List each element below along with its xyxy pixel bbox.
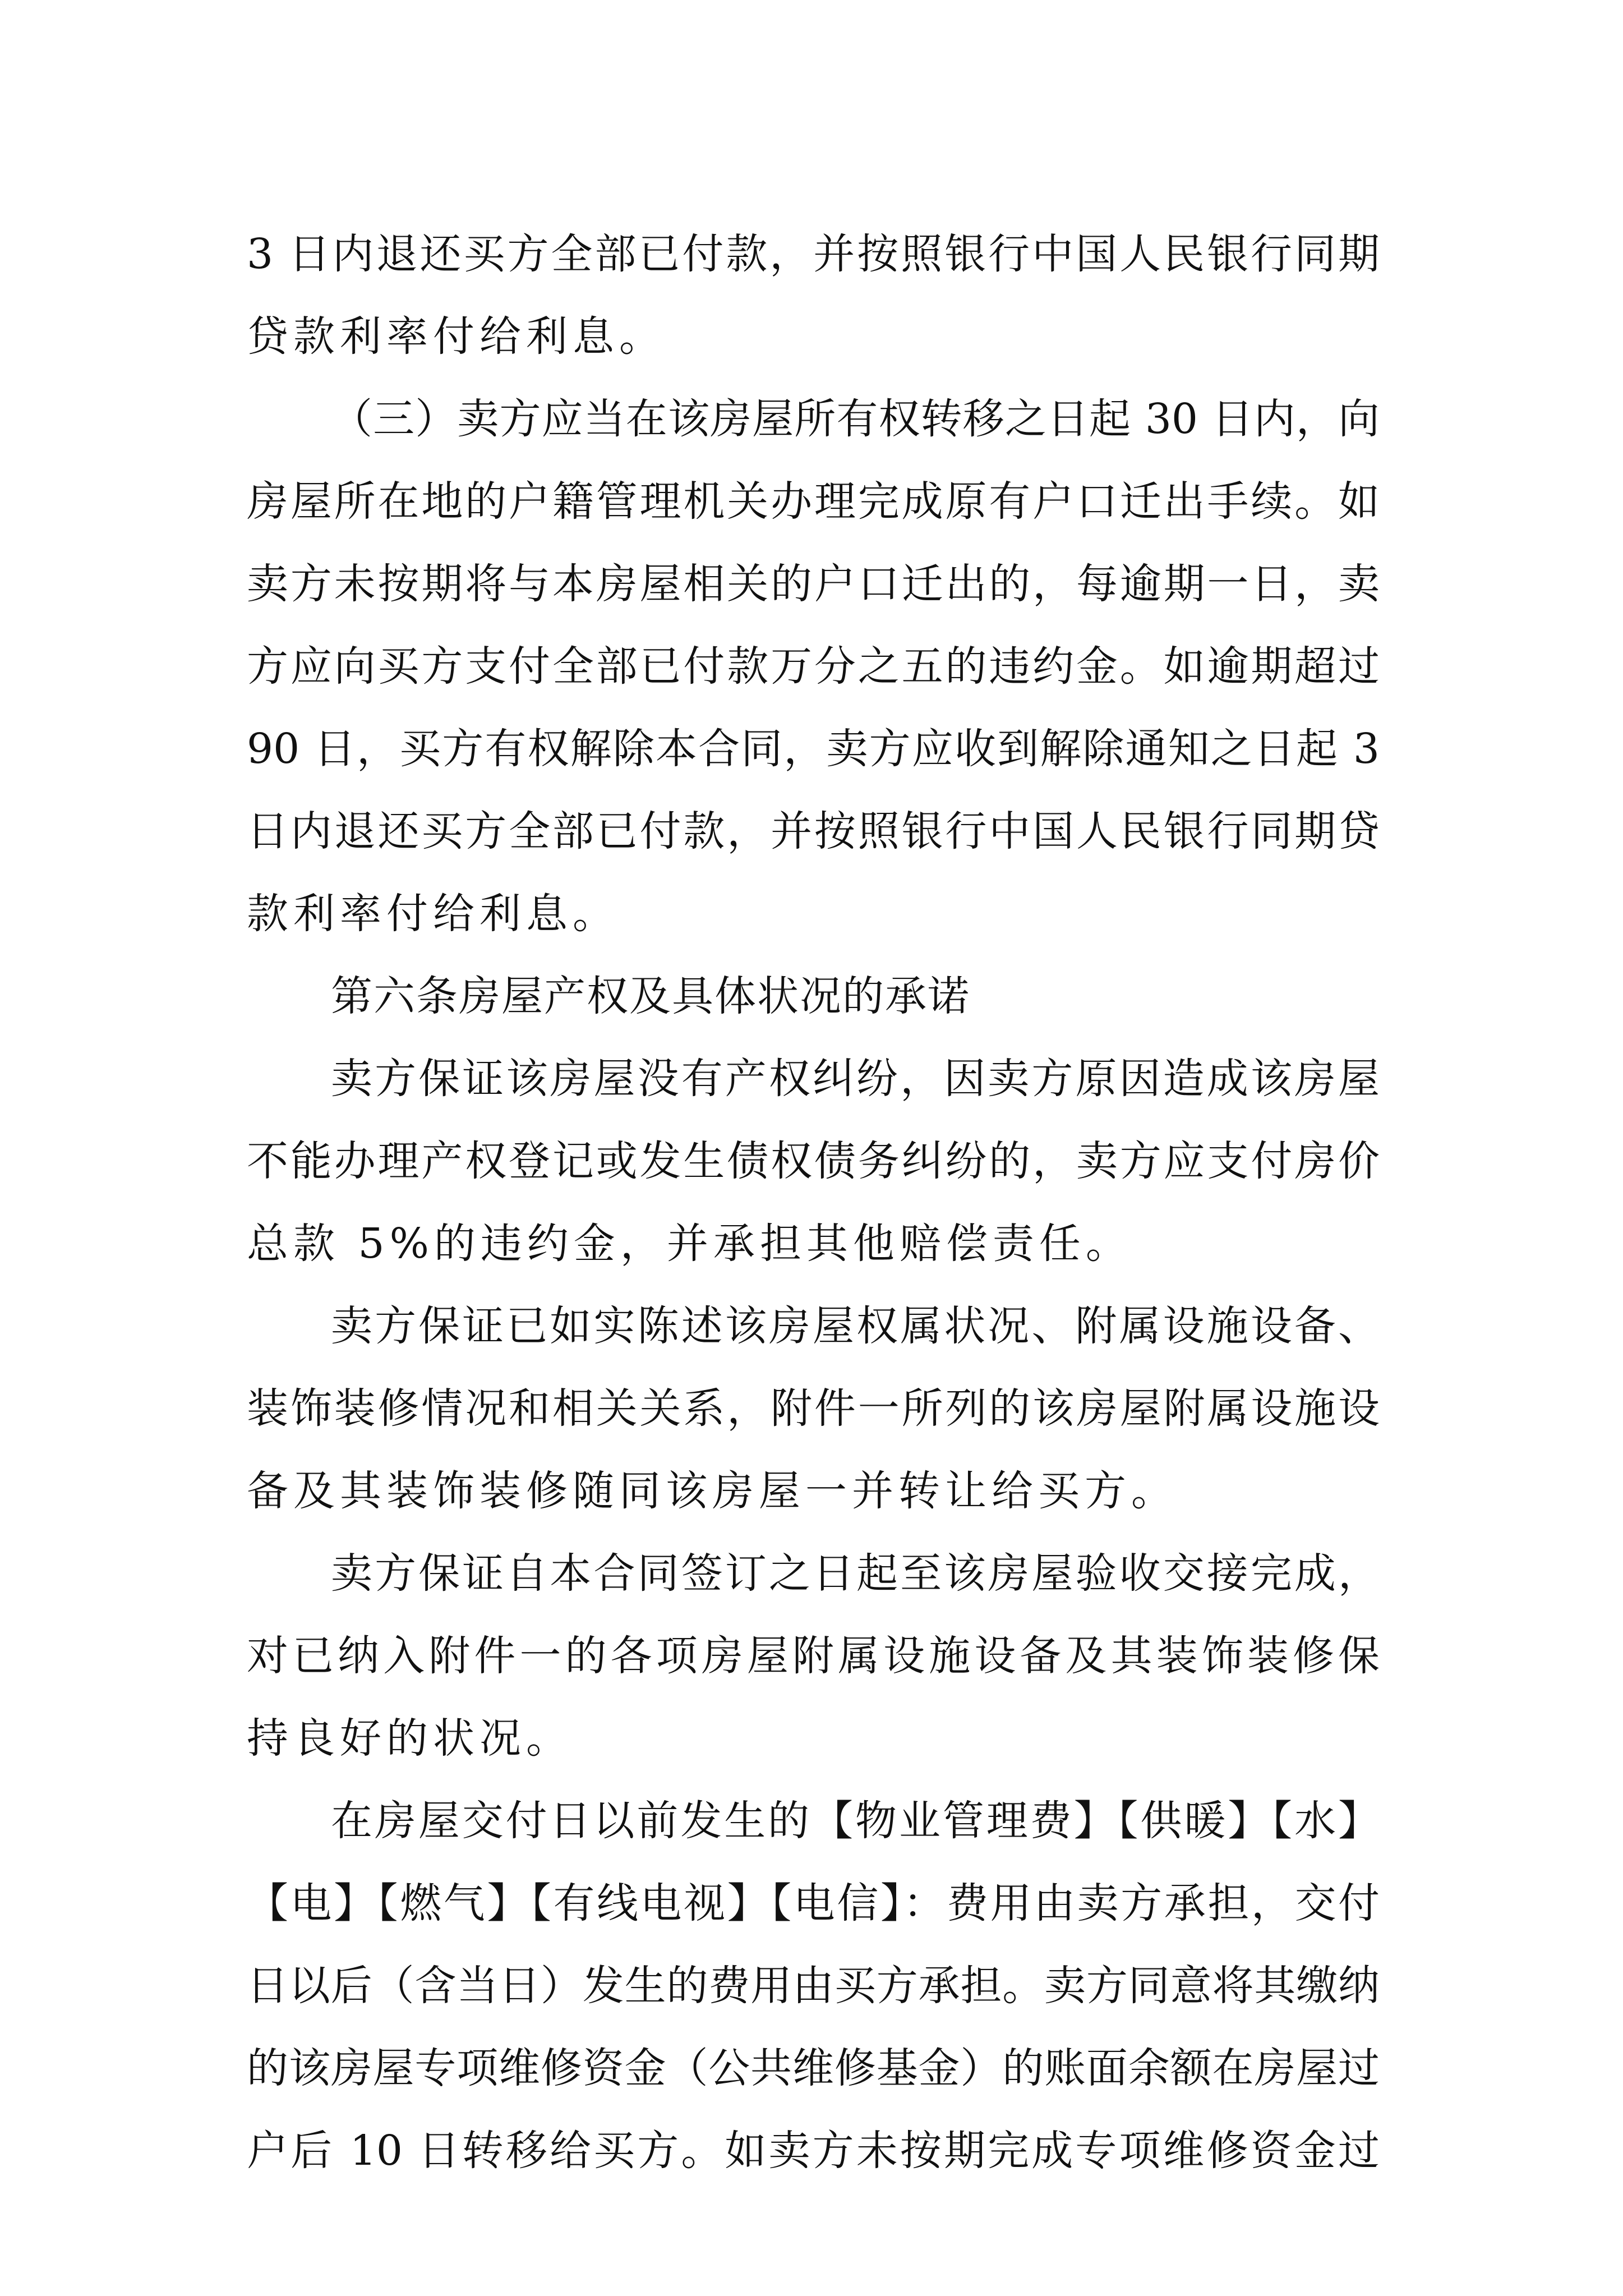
text-line: 90 日，买方有权解除本合同，卖方应收到解除通知之日起 3 xyxy=(247,725,1380,773)
text-line: 卖方保证该房屋没有产权纠纷，因卖方原因造成该房屋 xyxy=(331,1055,1380,1103)
text-line: 卖方未按期将与本房屋相关的户口迁出的，每逾期一日，卖 xyxy=(247,560,1380,608)
text-line: 方应向买方支付全部已付款万分之五的违约金。如逾期超过 xyxy=(247,642,1380,691)
text-line: 持良好的状况。 xyxy=(247,1714,573,1763)
text-line: （三）卖方应当在该房屋所有权转移之日起 30 日内，向 xyxy=(331,395,1380,443)
text-line: 3 日内退还买方全部已付款，并按照银行中国人民银行同期 xyxy=(247,230,1380,278)
text-line: 日以后（含当日）发生的费用由买方承担。卖方同意将其缴纳 xyxy=(247,1962,1380,2010)
text-line: 户后 10 日转移给买方。如卖方未按期完成专项维修资金过 xyxy=(247,2127,1380,2175)
text-line: 贷款利率付给利息。 xyxy=(247,312,666,361)
text-line: 在房屋交付日以前发生的【物业管理费】【供暖】【水】 xyxy=(331,1797,1380,1845)
section-heading: 第六条房屋产权及具体状况的承诺 xyxy=(331,972,970,1020)
text-line: 卖方保证已如实陈述该房屋权属状况、附属设施设备、 xyxy=(331,1302,1380,1350)
text-line: 的该房屋专项维修资金（公共维修基金）的账面余额在房屋过 xyxy=(247,2044,1380,2092)
text-line: 对已纳入附件一的各项房屋附属设施设备及其装饰装修保 xyxy=(247,1632,1380,1680)
text-line: 【电】【燃气】【有线电视】【电信】：费用由卖方承担，交付 xyxy=(247,1879,1380,1927)
document-body xyxy=(247,213,1380,2192)
text-line: 总款 5%的违约金，并承担其他赔偿责任。 xyxy=(247,1220,1132,1268)
text-line: 卖方保证自本合同签订之日起至该房屋验收交接完成， xyxy=(331,1549,1380,1598)
text-line: 装饰装修情况和相关关系，附件一所列的该房屋附属设施设 xyxy=(247,1384,1380,1433)
text-line: 备及其装饰装修随同该房屋一并转让给买方。 xyxy=(247,1467,1178,1515)
text-line: 房屋所在地的户籍管理机关办理完成原有户口迁出手续。如 xyxy=(247,477,1380,526)
text-line: 不能办理产权登记或发生债权债务纠纷的，卖方应支付房价 xyxy=(247,1137,1380,1185)
text-line: 款利率付给利息。 xyxy=(247,890,619,938)
text-line: 日内退还买方全部已付款，并按照银行中国人民银行同期贷 xyxy=(247,807,1380,855)
